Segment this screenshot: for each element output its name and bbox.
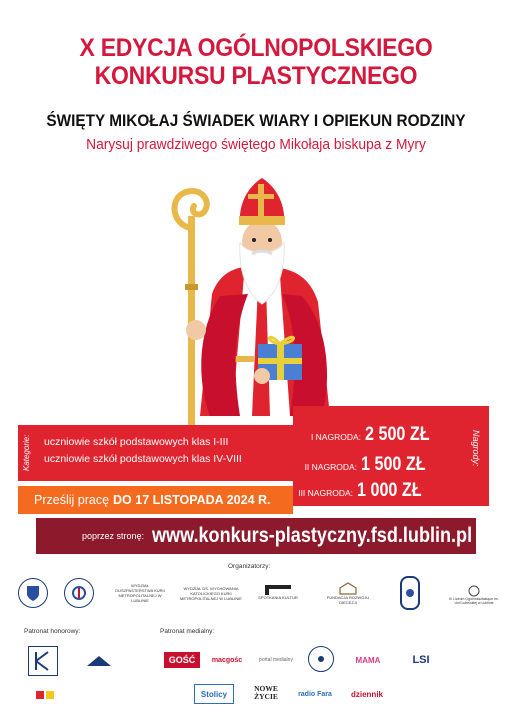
church-icon: [338, 581, 358, 595]
deadline-banner: [18, 486, 293, 514]
diocese-foundation-label: FUNDACJA ROZWOJU DIECEZJI: [326, 595, 370, 605]
gift-icon: [254, 337, 302, 384]
stolicy-logo: Stolicy: [194, 684, 234, 704]
emblem-icon: [71, 585, 87, 601]
saint-nicholas-illustration: [140, 176, 370, 426]
kuratorium-logo: [28, 646, 58, 676]
prizes-panel: [293, 406, 489, 506]
high-school-label: III Liceum Ogólnokształcące im. Unii Lubelskiej w Lublinie: [449, 597, 499, 605]
spotkania-kultur-label: SPOTKANIA KULTUR: [258, 594, 298, 600]
ministry-emblem-icon: [85, 654, 113, 668]
title-line-2: KONKURSU PLASTYCZNEGO: [94, 62, 418, 90]
k-letter-icon: [32, 650, 54, 672]
mama-logo: MAMA: [355, 655, 381, 665]
nowe-zycie-logo: NOWE ŻYCIE: [254, 684, 278, 701]
prize-label: III NAGRODA:: [298, 488, 353, 498]
category-item: uczniowie szkół podstawowych klas I-III: [44, 436, 229, 448]
foundation-seal-logo: [64, 578, 94, 608]
prize-row: [293, 424, 463, 446]
catholic-education-department-logo: WYDZIAŁ DS. WYCHOWANIA KATOLICKIEGO KURII METROPOLITALNEJ W LUBLINIE: [180, 585, 242, 601]
honorary-label: Patronat honorowy:: [24, 628, 81, 635]
prizes-side-label: Nagrody:: [471, 430, 481, 467]
archdiocese-seal-logo: [18, 578, 48, 608]
dziennik-logo: dziennik: [350, 689, 383, 699]
radio-seal-logo: [308, 646, 334, 672]
prize-amount: 2 500 ZŁ: [365, 424, 430, 445]
category-item: uczniowie szkół podstawowych klas IV-VIII: [44, 453, 242, 465]
voivodeship-logo: [30, 684, 60, 706]
radio-wave-icon: [315, 653, 327, 665]
pastoral-department-logo: WYDZIAŁ DUSZPASTERSTWA KURII METROPOLITALNEJ W LUBLINIE: [115, 583, 165, 603]
prize-label: I NAGRODA:: [310, 432, 361, 442]
categories-side-label: Kategorie:: [22, 434, 31, 472]
prize-row: [293, 454, 463, 476]
oak-crest-icon: [468, 585, 480, 597]
stairs-icon: [265, 585, 291, 595]
submission-url-link[interactable]: www.konkurs-plastyczny.fsd.lublin.pl: [152, 524, 473, 547]
submission-banner: [36, 518, 476, 554]
prize-label: II NAGRODA:: [304, 462, 357, 472]
organizers-label: Organizatorzy:: [228, 563, 271, 570]
radio-fara-logo: radio Fara: [298, 690, 332, 698]
school-crest-logo: [400, 576, 420, 610]
portal-medialny-logo: portal medialny: [259, 657, 293, 663]
categories-panel: [18, 425, 293, 481]
deadline-text: Prześlij pracę: [34, 493, 110, 507]
diocese-foundation-logo: [318, 578, 378, 608]
gosc-logo: GOŚĆ: [164, 652, 200, 668]
tagline: Narysuj prawdziwego świętego Mikołaja biskupa z Myry: [86, 136, 426, 153]
spotkania-kultur-logo: [256, 578, 300, 606]
malygosc-logo: macgośc: [211, 656, 243, 664]
prize-row: [293, 480, 463, 502]
prize-amount: 1 000 ZŁ: [357, 480, 422, 501]
lsi-logo: LSI: [412, 654, 430, 666]
mitre-icon: [239, 178, 285, 225]
deadline-date: DO 17 LISTOPADA 2024 R.: [113, 493, 271, 507]
subtitle: ŚWIĘTY MIKOŁAJ ŚWIADEK WIARY I OPIEKUN RODZINY: [46, 112, 466, 130]
ministry-logo: [78, 650, 120, 672]
crosier-icon: [175, 191, 207, 426]
crest-icon: [24, 584, 42, 602]
high-school-logo: [446, 578, 502, 612]
title-line-1: X EDYCJA OGÓLNOPOLSKIEGO: [79, 34, 433, 62]
media-label: Patronat medialny:: [160, 628, 215, 635]
shield-icon: [405, 584, 415, 602]
url-prefix: poprzez stronę:: [82, 531, 145, 541]
prize-amount: 1 500 ZŁ: [361, 454, 426, 475]
